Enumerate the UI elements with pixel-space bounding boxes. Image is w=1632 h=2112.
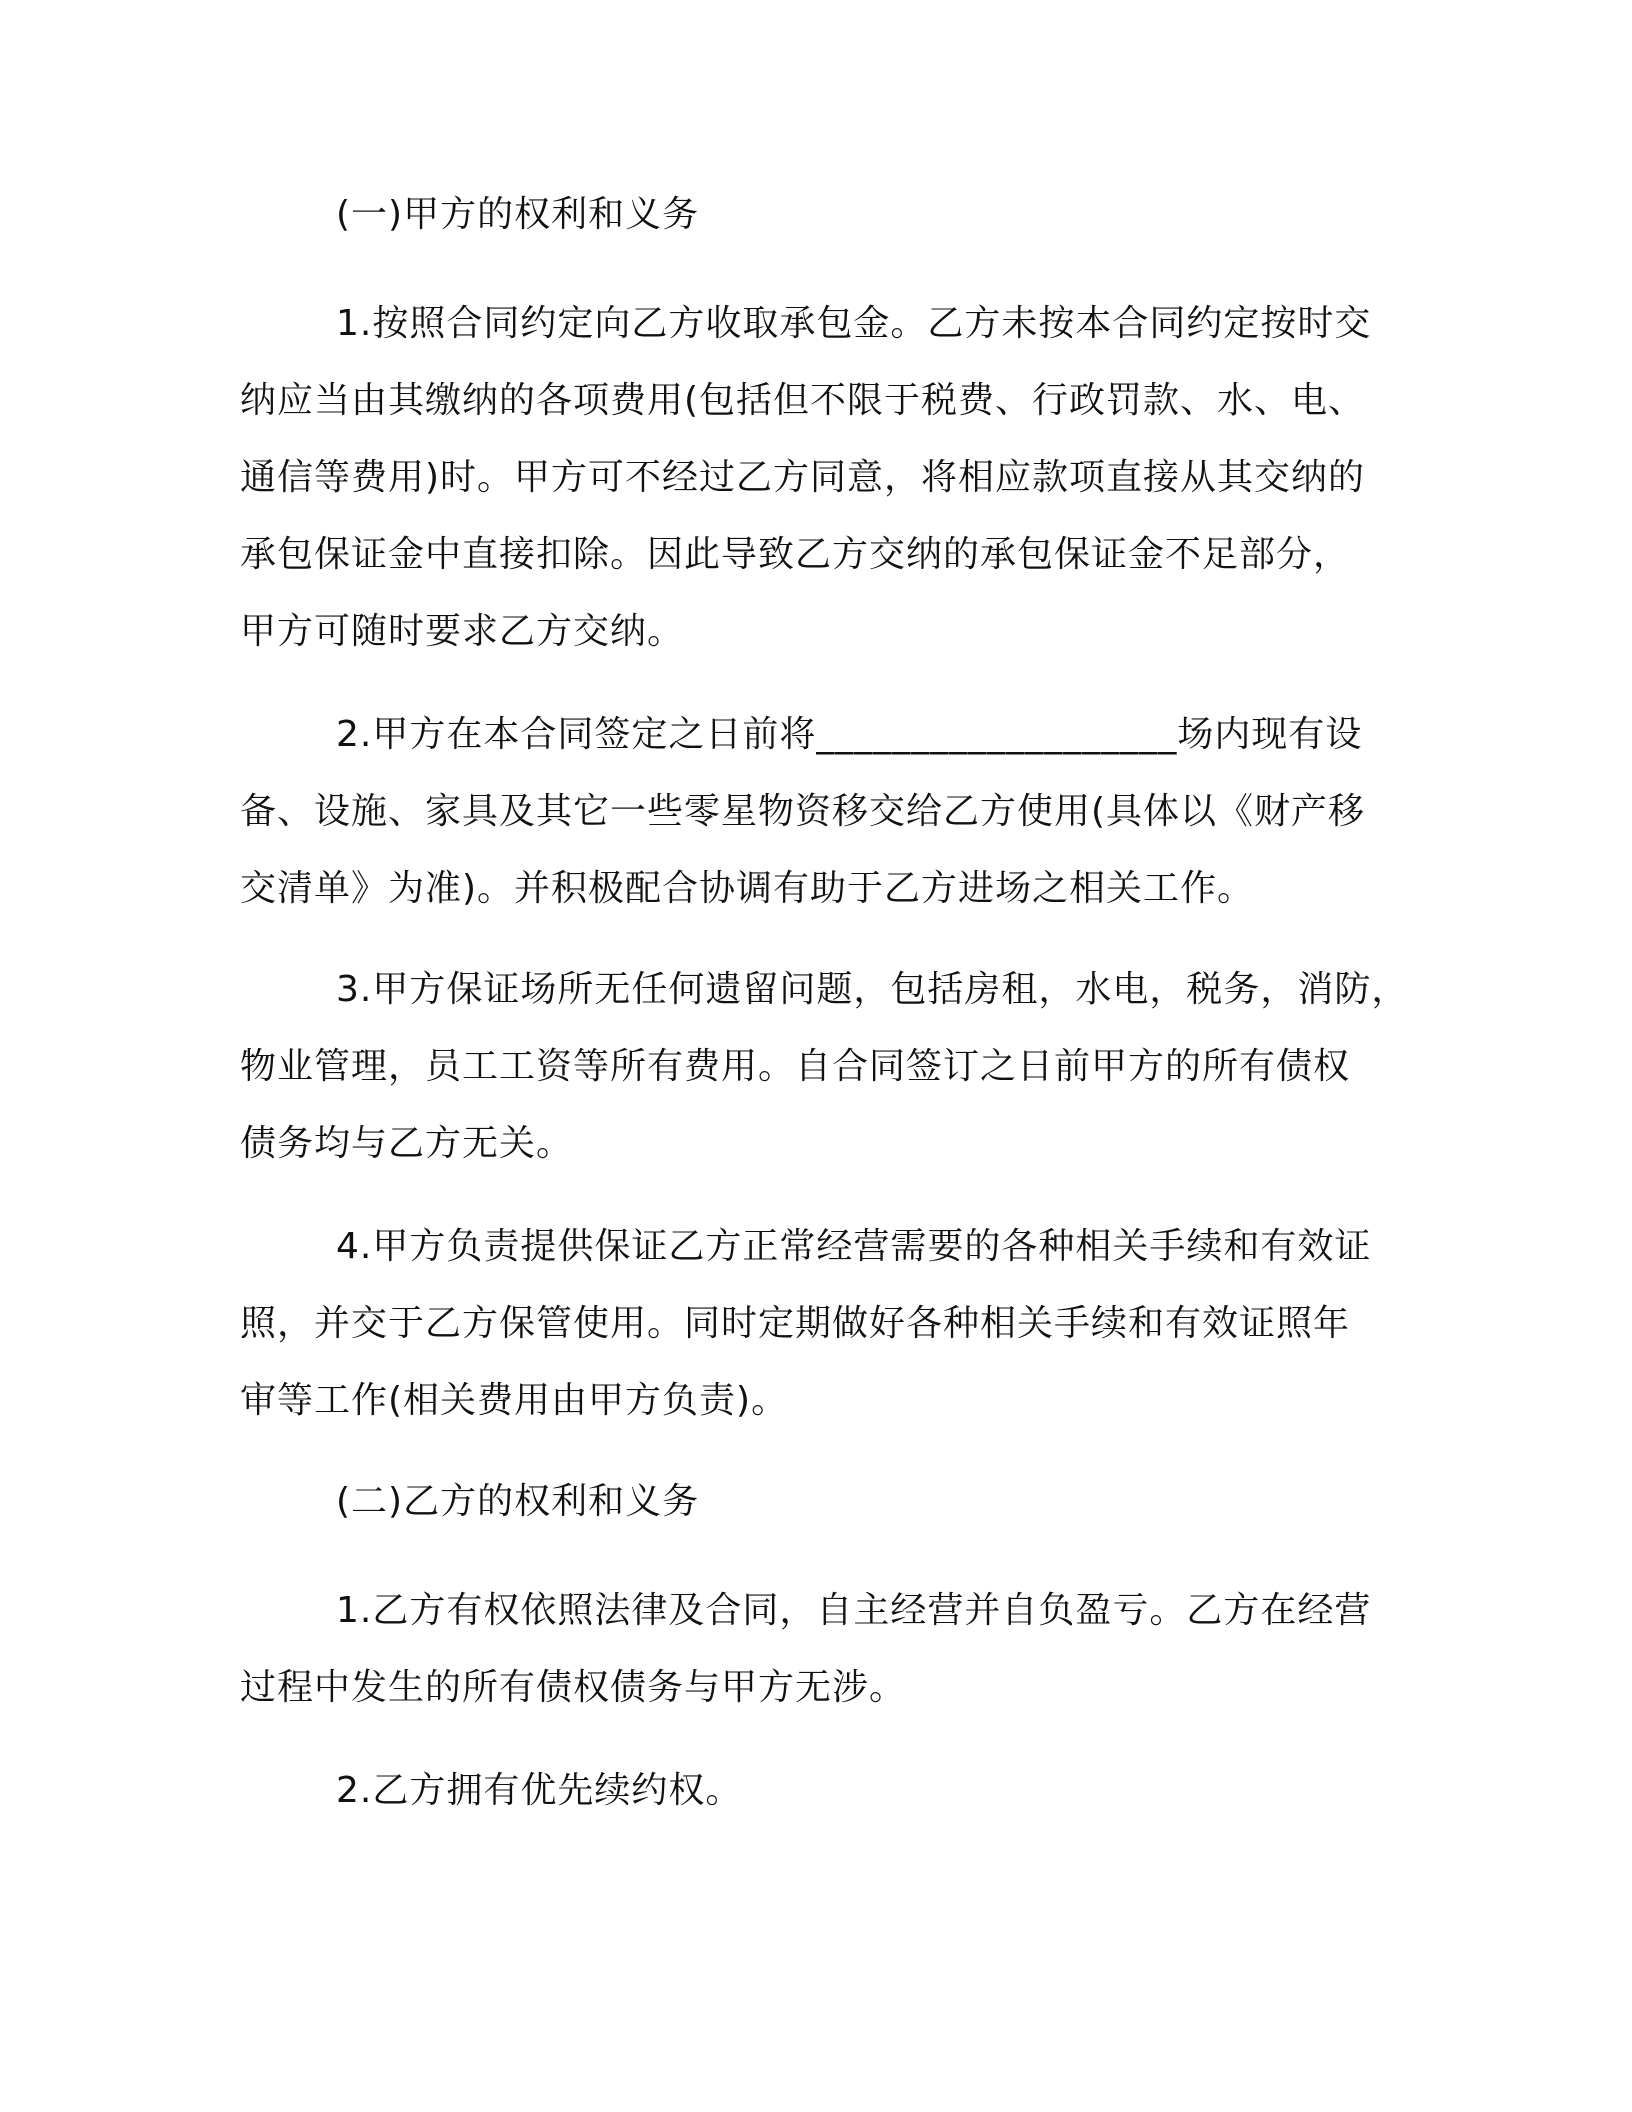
- paragraph-line: 通信等费用)时。甲方可不经过乙方同意，将相应款项直接从其交纳的: [240, 457, 1366, 498]
- paragraph-line: 债务均与乙方无关。: [240, 1123, 574, 1164]
- paragraph-line: 承包保证金中直接扣除。因此导致乙方交纳的承包保证金不足部分，: [240, 534, 1351, 575]
- paragraph-line: 1.按照合同约定向乙方收取承包金。乙方未按本合同约定按时交: [336, 303, 1372, 344]
- section-b-item-2: [240, 1752, 1390, 1829]
- paragraph-line: 2.乙方拥有优先续约权。: [336, 1770, 743, 1811]
- section-a-item-4: [240, 1208, 1390, 1439]
- paragraph-line: 过程中发生的所有债权债务与甲方无涉。: [240, 1667, 907, 1708]
- paragraph-line: 照，并交于乙方保管使用。同时定期做好各种相关手续和有效证照年: [240, 1303, 1351, 1344]
- paragraph-line: 纳应当由其缴纳的各项费用(包括但不限于税费、行政罚款、水、电、: [240, 380, 1366, 421]
- section-a-item-1: [240, 285, 1390, 670]
- section-b-item-1: [240, 1572, 1390, 1726]
- paragraph-line: 审等工作(相关费用由甲方负责)。: [240, 1380, 789, 1421]
- section-a-item-2: [240, 696, 1390, 927]
- paragraph-line: 交清单》为准)。并积极配合协调有助于乙方进场之相关工作。: [240, 868, 1255, 909]
- paragraph-line: 4.甲方负责提供保证乙方正常经营需要的各种相关手续和有效证: [336, 1226, 1372, 1267]
- paragraph-line: 甲方可随时要求乙方交纳。: [240, 611, 685, 652]
- section-heading: (二)乙方的权利和义务: [336, 1481, 700, 1522]
- paragraph-line: 2.甲方在本合同签定之日前将___________________场内现有设: [336, 714, 1363, 755]
- section-a-item-3: [240, 951, 1409, 1182]
- paragraph-line: 3.甲方保证场所无任何遗留问题，包括房租，水电，税务，消防，: [336, 969, 1409, 1010]
- section-a-heading: [240, 176, 1390, 253]
- paragraph-line: 备、设施、家具及其它一些零星物资移交给乙方使用(具体以《财产移: [240, 791, 1366, 832]
- section-b-heading: [240, 1463, 1390, 1540]
- paragraph-line: 物业管理，员工工资等所有费用。自合同签订之日前甲方的所有债权: [240, 1046, 1351, 1087]
- paragraph-line: 1.乙方有权依照法律及合同，自主经营并自负盈亏。乙方在经营: [336, 1590, 1372, 1631]
- section-heading: (一)甲方的权利和义务: [336, 194, 700, 235]
